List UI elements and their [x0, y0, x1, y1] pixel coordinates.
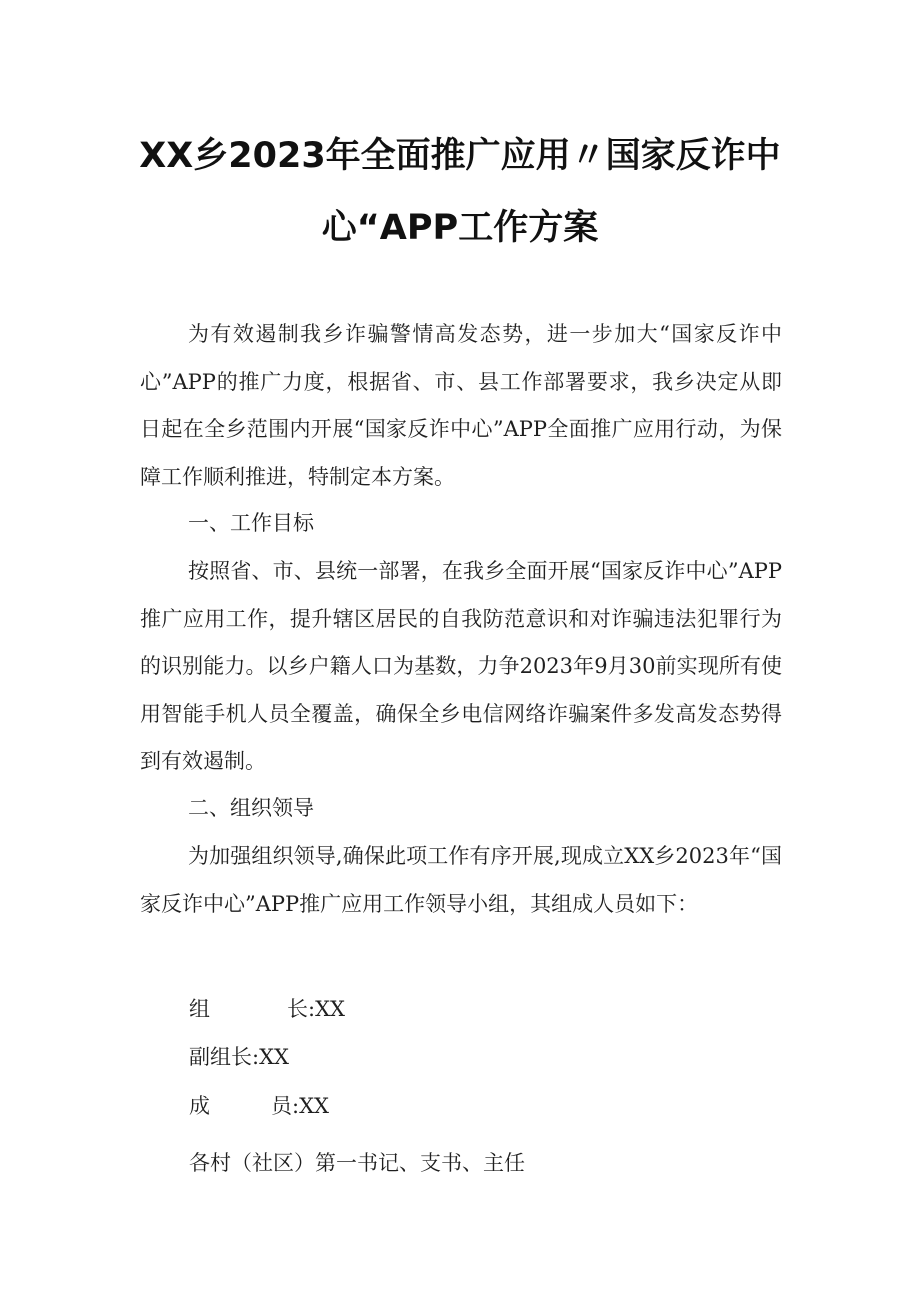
section-1-heading: 一、工作目标 [188, 511, 314, 535]
members-detail-line: 各村（社区）第一书记、支书、主任 [189, 1151, 525, 1175]
intro-paragraph: 为有效遏制我乡诈骗警情高发态势，进一步加大“国家反诈中心”APP的推广力度，根据省、市、县工作部署要求，我乡决定从即日起在全乡范围内开展“国家反诈中心”APP全面推广应用行动，为保障工作顺利推进，特制定本方案。 [140, 322, 782, 489]
section-1-paragraph: 按照省、市、县统一部署，在我乡全面开展“国家反诈中心”APP推广应用工作，提升辖区居民的自我防范意识和对诈骗违法犯罪行为的识别能力。以乡户籍人口为基数，力争2023年9月30前实现所有使用智能手机人员全覆盖，确保全乡电信网络诈骗案件多发高发态势得到有效遏制。 [140, 559, 782, 773]
members-line [189, 1083, 329, 1131]
document-title-line-1: XX乡2023年全面推广应用〃国家反诈中 [139, 136, 781, 176]
group-leader-line [189, 986, 345, 1034]
group-leader-label-start: 组 [189, 997, 210, 1021]
group-leader-label-end: 长:XX [287, 997, 345, 1021]
members-label-end: 员:XX [271, 1094, 329, 1118]
document-title-line-2: 心“APP工作方案 [321, 208, 599, 248]
section-2-heading: 二、组织领导 [188, 796, 314, 820]
deputy-leader-line: 副组长:XX [189, 1045, 289, 1069]
members-label-start: 成 [189, 1094, 210, 1118]
section-2-paragraph: 为加强组织领导,确保此项工作有序开展,现成立XX乡2023年“国家反诈中心”APP推广应用工作领导小组，其组成人员如下： [140, 844, 782, 916]
